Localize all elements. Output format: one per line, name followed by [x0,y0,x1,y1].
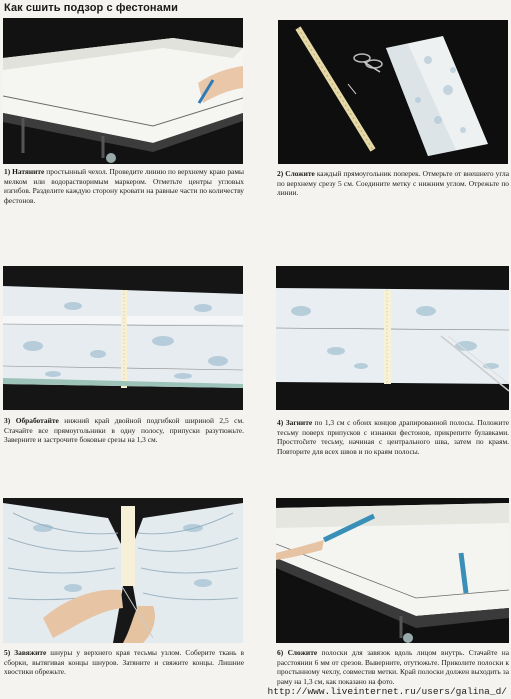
caption-step-1 [4,167,244,205]
photo-step-3 [3,266,243,410]
page-title: Как сшить подзор с фестонами [4,2,178,14]
step-text: каждый прямоугольник поперек. Отмерьте от внешнего угла по верхнему срезу 5 см. Соедините метку с нижним углом. Отрежьте по линии. [277,169,509,197]
photo-step-1 [3,18,243,164]
caption-step-6 [277,648,509,686]
caption-step-5 [4,648,244,677]
step-lead: Натяните [12,167,45,176]
step-number: 5) [4,648,11,657]
step-text: нижний край двойной подгибкой шириной 2,5 см. Стачайте все прямоугольники в одну полосу, припуски разутюжьте. Заверните и застрочите боковые срезы на 1,3 см. [4,416,244,444]
caption-step-4 [277,418,509,456]
step-number: 3) [4,416,11,425]
photo-step-5 [3,498,243,643]
step-text: простынный чехол. Проведите линию по верхнему краю рамы мелком или водорастворимым маркером. Отметьте центры угловых изгибов. Разделите каждую сторону кровати на равные части по количеству фестонов. [4,167,244,205]
caption-step-3 [4,416,244,445]
photo-step-6 [276,498,509,643]
step-lead: Завяжите [14,648,47,657]
step-number: 1) [4,167,11,176]
step-number: 4) [277,418,284,427]
step-text: полоски для завязок вдоль лицом внутрь. Стачайте на расстоянии 6 мм от срезов. Выверните, отутюжьте. Приколите полоски к простынному чехлу, совместив метки. Край полоски должен выходить за раму на 1,3 см, как показано на фото. [277,648,509,686]
step-lead: Загните [285,418,313,427]
step-text: по 1,3 см с обоих концов драпированной полосы. Положите тесьму поверх припусков с изнанки фестонов, прикрепите булавками. Простročите тесьму, начиная с центрального шва, затем по краям. Повторите для всех швов и по краям полосы. [277,418,509,456]
step-lead: Сложите [287,648,318,657]
photo-step-4 [276,266,509,410]
photo-step-2 [278,20,508,164]
caption-step-2 [277,169,509,198]
watermark-url: http://www.liveinternet.ru/users/galina_d/ [267,686,507,697]
step-lead: Обработайте [15,416,59,425]
step-text: шнуры у верхнего края тесьмы узлом. Соберите ткань в сборки, вытягивая концы шнуров. Затяните и свяжите концы. Лишние хвостики обрежьте. [4,648,244,676]
step-number: 2) [277,169,284,178]
step-number: 6) [277,648,284,657]
step-lead: Сложите [285,169,315,178]
